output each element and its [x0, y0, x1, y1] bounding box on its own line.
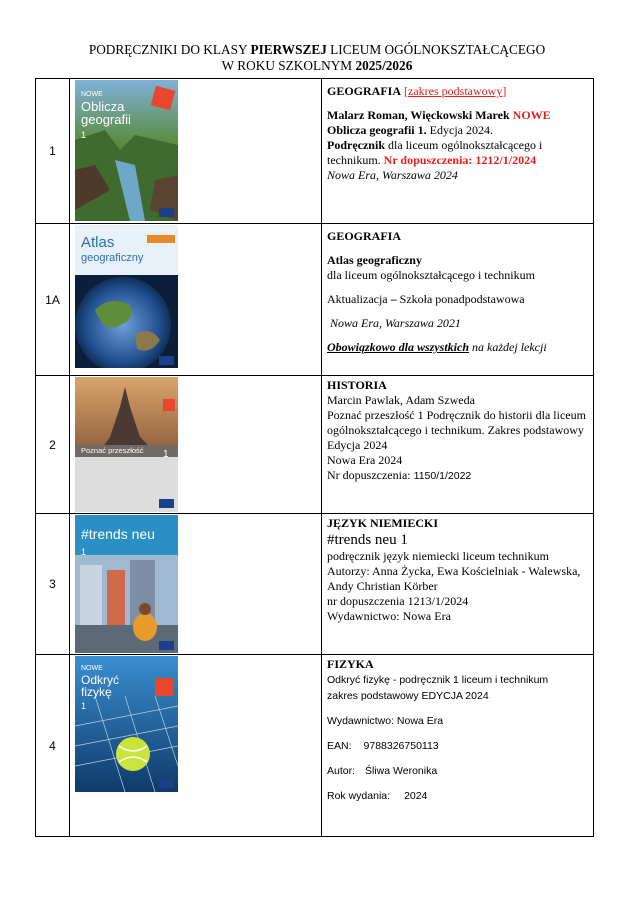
- table-row: [36, 224, 594, 376]
- publisher: Nowa Era, Warszawa 2024: [327, 168, 458, 182]
- author-value: Śliwa Weronika: [365, 765, 438, 777]
- row-number: 1A: [36, 224, 70, 376]
- description: podręcznik język niemiecki liceum technikum: [327, 549, 549, 563]
- cover-title-line1: Oblicza: [81, 99, 125, 114]
- description: dla liceum ogólnokształcącego i technikum.: [327, 138, 543, 167]
- row-number: 2: [36, 376, 70, 514]
- cover-volume: 1: [81, 547, 87, 557]
- cover-volume: 1: [163, 449, 169, 460]
- mandatory-note: Obowiązkowo dla wszystkich: [327, 340, 470, 354]
- publisher-logo: [159, 499, 174, 508]
- ean-label: EAN:: [327, 740, 352, 752]
- book-info: [322, 655, 594, 837]
- cover-brand: NOWE: [81, 665, 103, 672]
- authors: Malarz Roman, Więckowski Marek: [327, 108, 510, 122]
- cover-brand: NOWE: [81, 91, 103, 98]
- book-type: Podręcznik: [327, 138, 385, 152]
- page-title: PODRĘCZNIKI DO KLASY PIERWSZEJ LICEUM OGÓLNOKSZTAŁCĄCEGO W ROKU SZKOLNYM 2025/2026: [88, 42, 546, 73]
- book-info: GEOGRAFIA [zakres podstawowy] Malarz Roman, Więckowski Marek NOWE Oblicza geografii 1. Edycja 2024. Podręcznik dla liceum ogólnokształcącego i technikum. Nr dopuszczenia: 1212/1/2024 Nowa Era, Warszawa 2024: [322, 79, 594, 224]
- book-title: #trends neu 1: [327, 532, 408, 548]
- book-title: Oblicza geografii 1.: [327, 123, 427, 137]
- book-cover-trends: [75, 515, 178, 653]
- authors: Autorzy: Anna Życka, Ewa Kościelniak - Walewska, Andy Christian Körber: [327, 564, 581, 593]
- ean-value: 9788326750113: [363, 740, 439, 752]
- book-cover-fizyka: [75, 656, 178, 792]
- author-label: Autor:: [327, 765, 356, 777]
- cover-badge: [163, 399, 175, 411]
- subject: JĘZYK NIEMIECKI: [327, 516, 439, 530]
- edition: Edycja 2024.: [429, 123, 493, 137]
- row-number: 3: [36, 514, 70, 655]
- book-cover-atlas: [75, 225, 178, 368]
- new-badge: NOWE: [512, 108, 551, 122]
- cover-cell: [70, 655, 322, 837]
- year-value: 2024: [404, 790, 428, 802]
- publisher: Wydawnictwo: Nowa Era: [327, 609, 451, 623]
- cover-badge: [147, 235, 175, 243]
- cover-volume: 1: [81, 130, 87, 140]
- subject: HISTORIA: [327, 378, 387, 392]
- publisher-logo: [159, 641, 174, 650]
- approval-number: Nr dopuszczenia: 1212/1/2024: [383, 153, 537, 167]
- cover-badge: [155, 678, 173, 696]
- cover-title: #trends neu: [81, 526, 155, 542]
- update-value: Szkoła ponadpodstawowa: [399, 292, 525, 306]
- row-number: 4: [36, 655, 70, 837]
- year-label: Rok wydania:: [327, 790, 391, 802]
- textbook-table: [35, 78, 594, 837]
- table-row: [36, 514, 594, 655]
- publisher: Nowa Era, Warszawa 2021: [330, 316, 461, 330]
- description: Poznać przeszłość 1 Podręcznik do historii dla liceum ogólnokształcącego i technikum. Zakres podstawowy Edycja 2024: [327, 408, 586, 452]
- table-row: [36, 79, 594, 224]
- book-info: [322, 514, 594, 655]
- table-row: [36, 655, 594, 837]
- cover-title-line2: geograficzny: [81, 252, 144, 264]
- publisher: Nowa Era 2024: [327, 453, 403, 467]
- book-cover-historia: [75, 377, 178, 512]
- subject: GEOGRAFIA: [327, 229, 402, 243]
- atlas-title: Atlas geograficzny: [327, 253, 422, 267]
- publisher-logo: [159, 779, 174, 788]
- update-label: Aktualizacja: [327, 292, 388, 306]
- description-line1: Odkryć fizykę - podręcznik 1 liceum i technikum: [327, 674, 549, 686]
- description-line2: zakres podstawowy EDYCJA 2024: [327, 690, 489, 702]
- cover-volume: 1: [81, 701, 87, 711]
- book-cover-geografia: [75, 80, 178, 221]
- cover-cell: [70, 79, 322, 224]
- cover-title-line1: Odkryć: [81, 673, 120, 687]
- approval-number: nr dopuszczenia 1213/1/2024: [327, 594, 469, 608]
- book-info: [322, 376, 594, 514]
- cover-cell: [70, 376, 322, 514]
- cover-title-line1: Atlas: [81, 234, 115, 251]
- description: dla liceum ogólnokształcącego i technikum: [327, 268, 535, 282]
- subject: GEOGRAFIA: [327, 84, 402, 98]
- authors: Marcin Pawlak, Adam Szweda: [327, 393, 475, 407]
- cover-title: Poznać przeszłość: [81, 446, 144, 455]
- subject: FIZYKA: [327, 657, 374, 671]
- approval-label: Nr dopuszczenia:: [327, 468, 414, 482]
- approval-number: 1150/1/2022: [413, 470, 472, 482]
- range-text: zakres podstawowy: [408, 84, 503, 98]
- cover-cell: [70, 514, 322, 655]
- cover-title-line2: fizykę: [81, 685, 112, 699]
- cover-cell: [70, 224, 322, 376]
- row-number: 1: [36, 79, 70, 224]
- publisher-logo: [159, 208, 174, 217]
- cover-title-line2: geografii: [81, 112, 131, 127]
- book-info: GEOGRAFIA Atlas geograficzny dla liceum ogólnokształcącego i technikum Aktualizacja – Szkoła ponadpodstawowa Nowa Era, Warszawa 2021 Obowiązkowo dla wszystkich na każdej lekcji: [322, 224, 594, 376]
- publisher: Wydawnictwo: Nowa Era: [327, 715, 444, 727]
- table-row: [36, 376, 594, 514]
- publisher-logo: [159, 356, 174, 365]
